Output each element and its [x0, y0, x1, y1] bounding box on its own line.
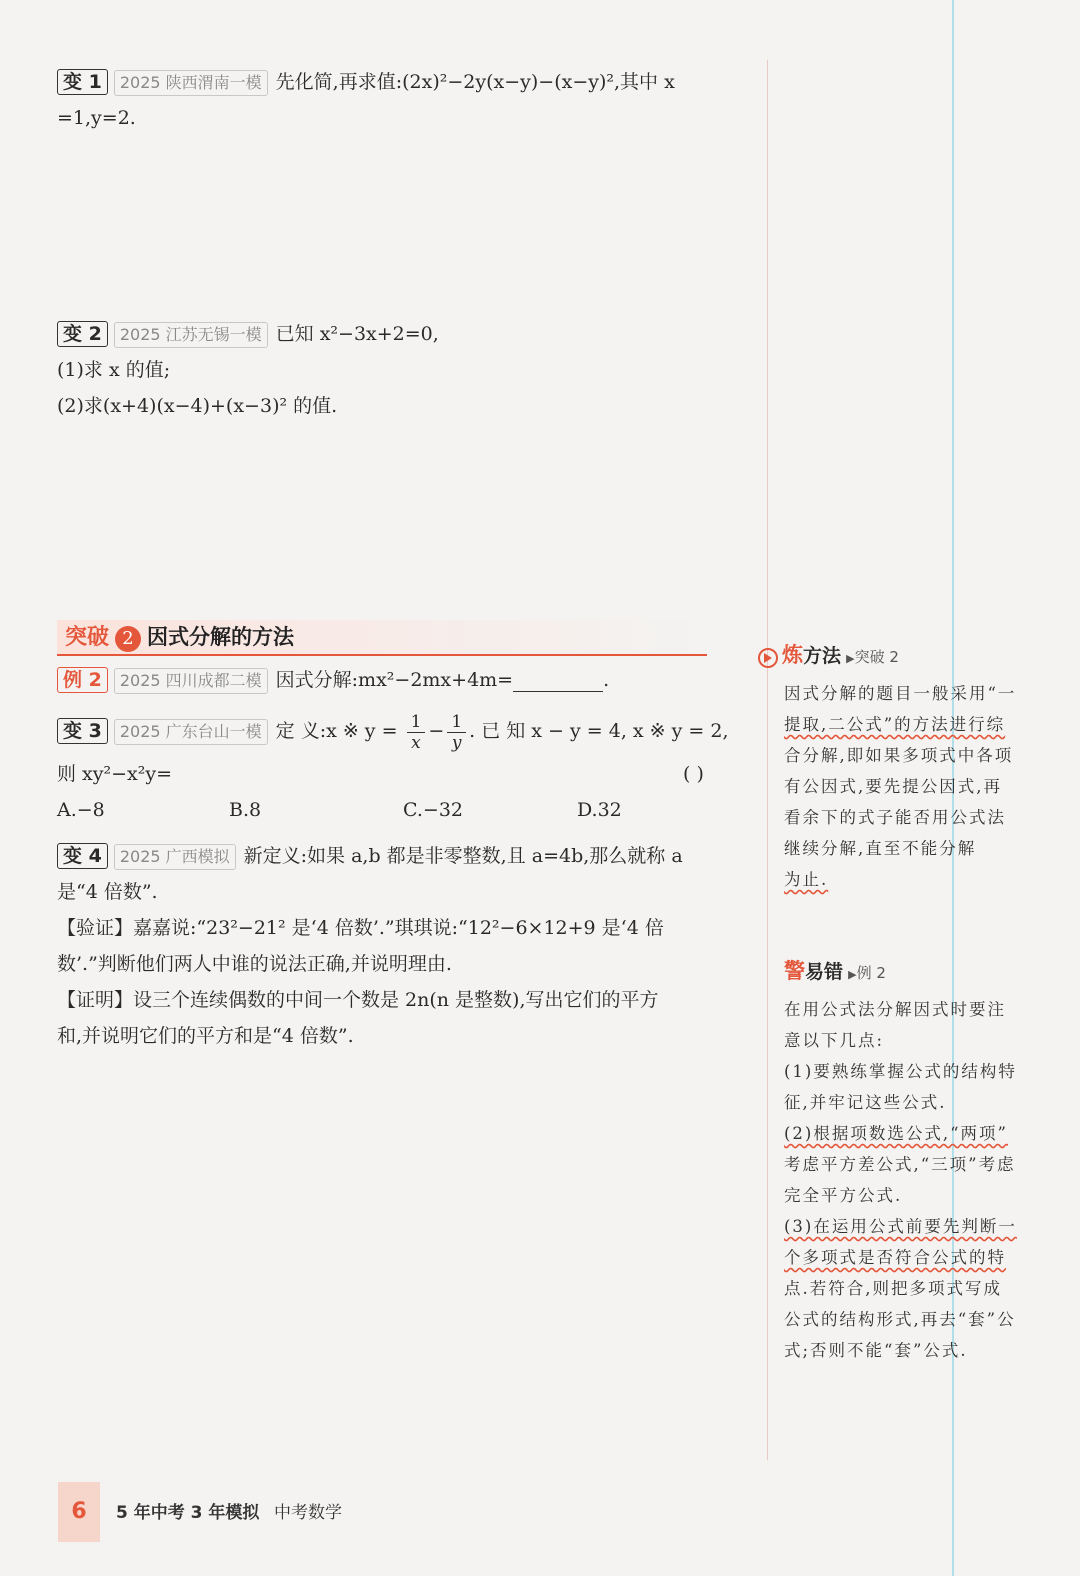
pitfall-line: 式;否则不能“套”公式.: [784, 1341, 968, 1360]
fraction-numerator: 1: [407, 712, 426, 733]
method-title: 方法: [803, 645, 842, 667]
method-line: 提取,二公式”的方法进行综: [784, 715, 1006, 734]
breakthrough-title: 因式分解的方法: [147, 625, 295, 649]
pitfall-line: (1)要熟练掌握公式的结构特: [784, 1062, 1017, 1081]
play-circle-icon: [758, 648, 778, 668]
pitfall-line: 公式的结构形式,再去“套”公: [784, 1310, 1016, 1329]
option-c[interactable]: C.−32: [403, 799, 463, 821]
fraction-1-over-y: [447, 712, 466, 753]
variant-2: [57, 316, 757, 424]
answer-blank[interactable]: [513, 671, 603, 692]
question-text: 则 xy²−x²y=: [57, 763, 173, 785]
question-text: 因式分解:mx²−2mx+4m=: [275, 669, 514, 691]
example-tag: 例 2: [57, 667, 108, 693]
pitfall-line: 在用公式法分解因式时要注: [784, 1000, 1006, 1019]
pitfall-body: [784, 994, 1048, 1366]
verify-text: 【验证】嘉嘉说:“23²−21² 是‘4 倍数’.”琪琪说:“12²−6×12+9 是‘4 倍: [57, 917, 664, 939]
pitfall-line: (3)在运用公式前要先判断一: [784, 1217, 1017, 1236]
verify-text-cont: 数’.”判断他们两人中谁的说法正确,并说明理由.: [57, 953, 452, 975]
variant-1: [57, 64, 757, 136]
method-line: 为止.: [784, 870, 829, 889]
variant-3: [57, 706, 757, 828]
answer-paren[interactable]: ( ): [683, 763, 704, 785]
method-line: 因式分解的题目一般采用“一: [784, 684, 1017, 703]
question-text: 已知 x²−3x+2=0,: [275, 323, 439, 345]
definition-text: 定 义:x ※ y =: [275, 720, 398, 742]
question-text: 先化简,再求值:(2x)²−2y(x−y)−(x−y)²,其中 x: [275, 71, 675, 93]
pitfall-title: 易错: [805, 961, 844, 983]
option-a[interactable]: A.−8: [57, 799, 105, 821]
minus-sign: −: [428, 720, 445, 742]
question-text-cont: =1,y=2.: [57, 107, 136, 129]
variant-tag: 变 4: [57, 843, 108, 869]
pitfall-line: 征,并牢记这些公式.: [784, 1093, 947, 1112]
period: .: [603, 669, 610, 691]
method-line: 有公因式,要先提公因式,再: [784, 777, 1002, 796]
triangle-right-icon: ▶: [848, 968, 857, 981]
source-badge: 2025 四川成都二模: [114, 668, 268, 694]
pitfall-line: 完全平方公式.: [784, 1186, 903, 1205]
question-text-cont: 是“4 倍数”.: [57, 881, 158, 903]
source-badge: 2025 江苏无锡一模: [114, 322, 268, 348]
source-badge: 2025 陕西渭南一模: [114, 70, 268, 96]
triangle-right-icon: ▶: [846, 652, 855, 665]
variant-tag: 变 2: [57, 321, 108, 347]
method-box: [758, 640, 1048, 895]
pitfall-line: 考虑平方差公式,“三项”考虑: [784, 1155, 1016, 1174]
options-row: [57, 792, 757, 828]
warning-char-icon: 警: [784, 958, 805, 983]
variant-tag: 变 1: [57, 69, 108, 95]
fraction-denominator: x: [411, 732, 421, 753]
pitfall-line: (2)根据项数选公式,“两项”: [784, 1124, 1008, 1143]
sub-question-1: (1)求 x 的值;: [57, 359, 171, 381]
question-text: 新定义:如果 a,b 都是非零整数,且 a=4b,那么就称 a: [243, 845, 683, 867]
fraction-numerator: 1: [447, 712, 466, 733]
page-number: 6: [58, 1482, 100, 1542]
method-line: 看余下的式子能否用公式法: [784, 808, 1006, 827]
pitfall-line: 个多项式是否符合公式的特: [784, 1248, 1006, 1267]
pitfall-box: [784, 956, 1048, 1366]
method-line: 合分解,即如果多项式中各项: [784, 746, 1014, 765]
breakthrough-number: 2: [115, 626, 141, 652]
breakthrough-header: [57, 620, 707, 656]
fraction-1-over-x: [407, 712, 426, 753]
example-2: [57, 662, 757, 698]
definition-suffix: . 已 知 x − y = 4, x ※ y = 2,: [469, 720, 729, 742]
book-title: 5 年中考 3 年模拟: [116, 1503, 260, 1523]
pitfall-ref: 例 2: [856, 964, 886, 982]
option-d[interactable]: D.32: [577, 799, 622, 821]
fraction-denominator: y: [451, 732, 462, 753]
pitfall-line: 点.若符合,则把多项式写成: [784, 1279, 1002, 1298]
method-char-icon: 炼: [782, 642, 803, 667]
sub-question-2: (2)求(x+4)(x−4)+(x−3)² 的值.: [57, 395, 338, 417]
source-badge: 2025 广东台山一模: [114, 719, 268, 745]
pitfall-line: 意以下几点:: [784, 1031, 885, 1050]
option-b[interactable]: B.8: [229, 799, 262, 821]
prove-text-cont: 和,并说明它们的平方和是“4 倍数”.: [57, 1025, 354, 1047]
variant-4: [57, 838, 757, 1054]
variant-1-line1: [57, 64, 757, 100]
method-body: [784, 678, 1048, 895]
method-ref: 突破 2: [854, 648, 899, 666]
breakthrough-label: 突破: [65, 625, 110, 650]
method-line: 继续分解,直至不能分解: [784, 839, 977, 858]
prove-text: 【证明】设三个连续偶数的中间一个数是 2n(n 是整数),写出它们的平方: [57, 989, 659, 1011]
subject-name: 中考数学: [274, 1503, 342, 1523]
variant-tag: 变 3: [57, 718, 108, 744]
source-badge: 2025 广西模拟: [114, 844, 236, 870]
